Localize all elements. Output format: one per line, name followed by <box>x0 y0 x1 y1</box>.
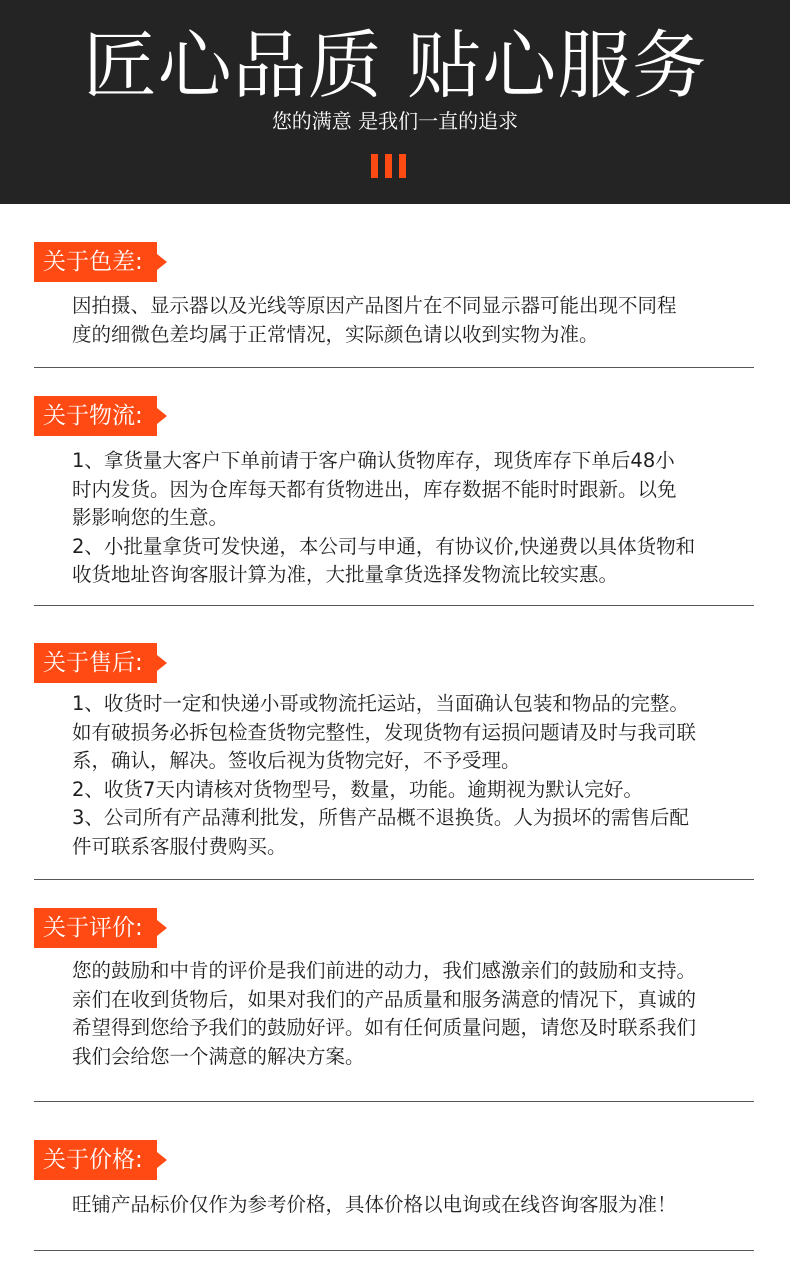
section-divider <box>34 367 754 368</box>
section-tag-label: 关于评价: <box>43 915 143 941</box>
section-tag-label: 关于价格: <box>43 1147 143 1173</box>
section-tag-label: 关于色差: <box>43 249 143 275</box>
accent-bar <box>399 154 406 178</box>
page-subtitle: 您的满意 是我们一直的追求 <box>271 109 519 133</box>
section-text-price: 旺铺产品标价仅作为参考价格，具体价格以电询或在线咨询客服为准！ <box>72 1193 677 1216</box>
header-banner <box>0 0 790 204</box>
section-divider <box>34 1101 754 1102</box>
section-tag-label: 关于物流: <box>43 403 143 429</box>
page-title: 匠心品质 贴心服务 <box>82 23 708 109</box>
section-text-reviews: 您的鼓励和中肯的评价是我们前进的动力，我们感激亲们的鼓励和支持。 亲们在收到货物后，如果对我们的产品质量和服务满意的情况下，真诚的 希望得到您给予我们的鼓励好评。如有任何质量问题，请您及时联系我们 我们会给您一个满意的解决方案。 <box>72 959 697 1068</box>
section-tag-logistics <box>34 396 157 436</box>
section-divider <box>34 605 754 606</box>
section-text-logistics: 1、拿货量大客户下单前请于客户确认货物库存，现货库存下单后48小 时内发货。因为仓库每天都有货物进出，库存数据不能时时跟新。以免 影影响您的生意。 2、小批量拿货可发快递，本公司与申通，有协议价,快递费以具体货物和 收货地址咨询客服计算为准，大批量拿货选择发物流比较实惠。 <box>72 449 696 586</box>
section-tag-color-difference <box>34 242 157 282</box>
accent-bar <box>385 154 392 178</box>
section-text-color-difference: 因拍摄、显示器以及光线等原因产品图片在不同显示器可能出现不同程 度的细微色差均属于正常情况，实际颜色请以收到实物为准。 <box>72 294 677 346</box>
decorative-bars <box>371 154 406 178</box>
section-tag-reviews <box>34 908 157 948</box>
section-text-after-sales: 1、收货时一定和快递小哥或物流托运站，当面确认包装和物品的完整。 如有破损务必拆包检查货物完整性，发现货物有运损问题请及时与我司联 系，确认，解决。签收后视为货物完好，不予受理。 2、收货7天内请核对货物型号，数量，功能。逾期视为默认完好。 3、公司所有产品薄利批发，所售产品概不退换货。人为损坏的需售后配 件可联系客服付费购买。 <box>72 692 697 858</box>
section-divider <box>34 879 754 880</box>
section-tag-label: 关于售后: <box>43 650 143 676</box>
section-divider <box>34 1250 754 1251</box>
section-tag-price <box>34 1140 157 1180</box>
accent-bar <box>371 154 378 178</box>
section-tag-after-sales <box>34 643 157 683</box>
